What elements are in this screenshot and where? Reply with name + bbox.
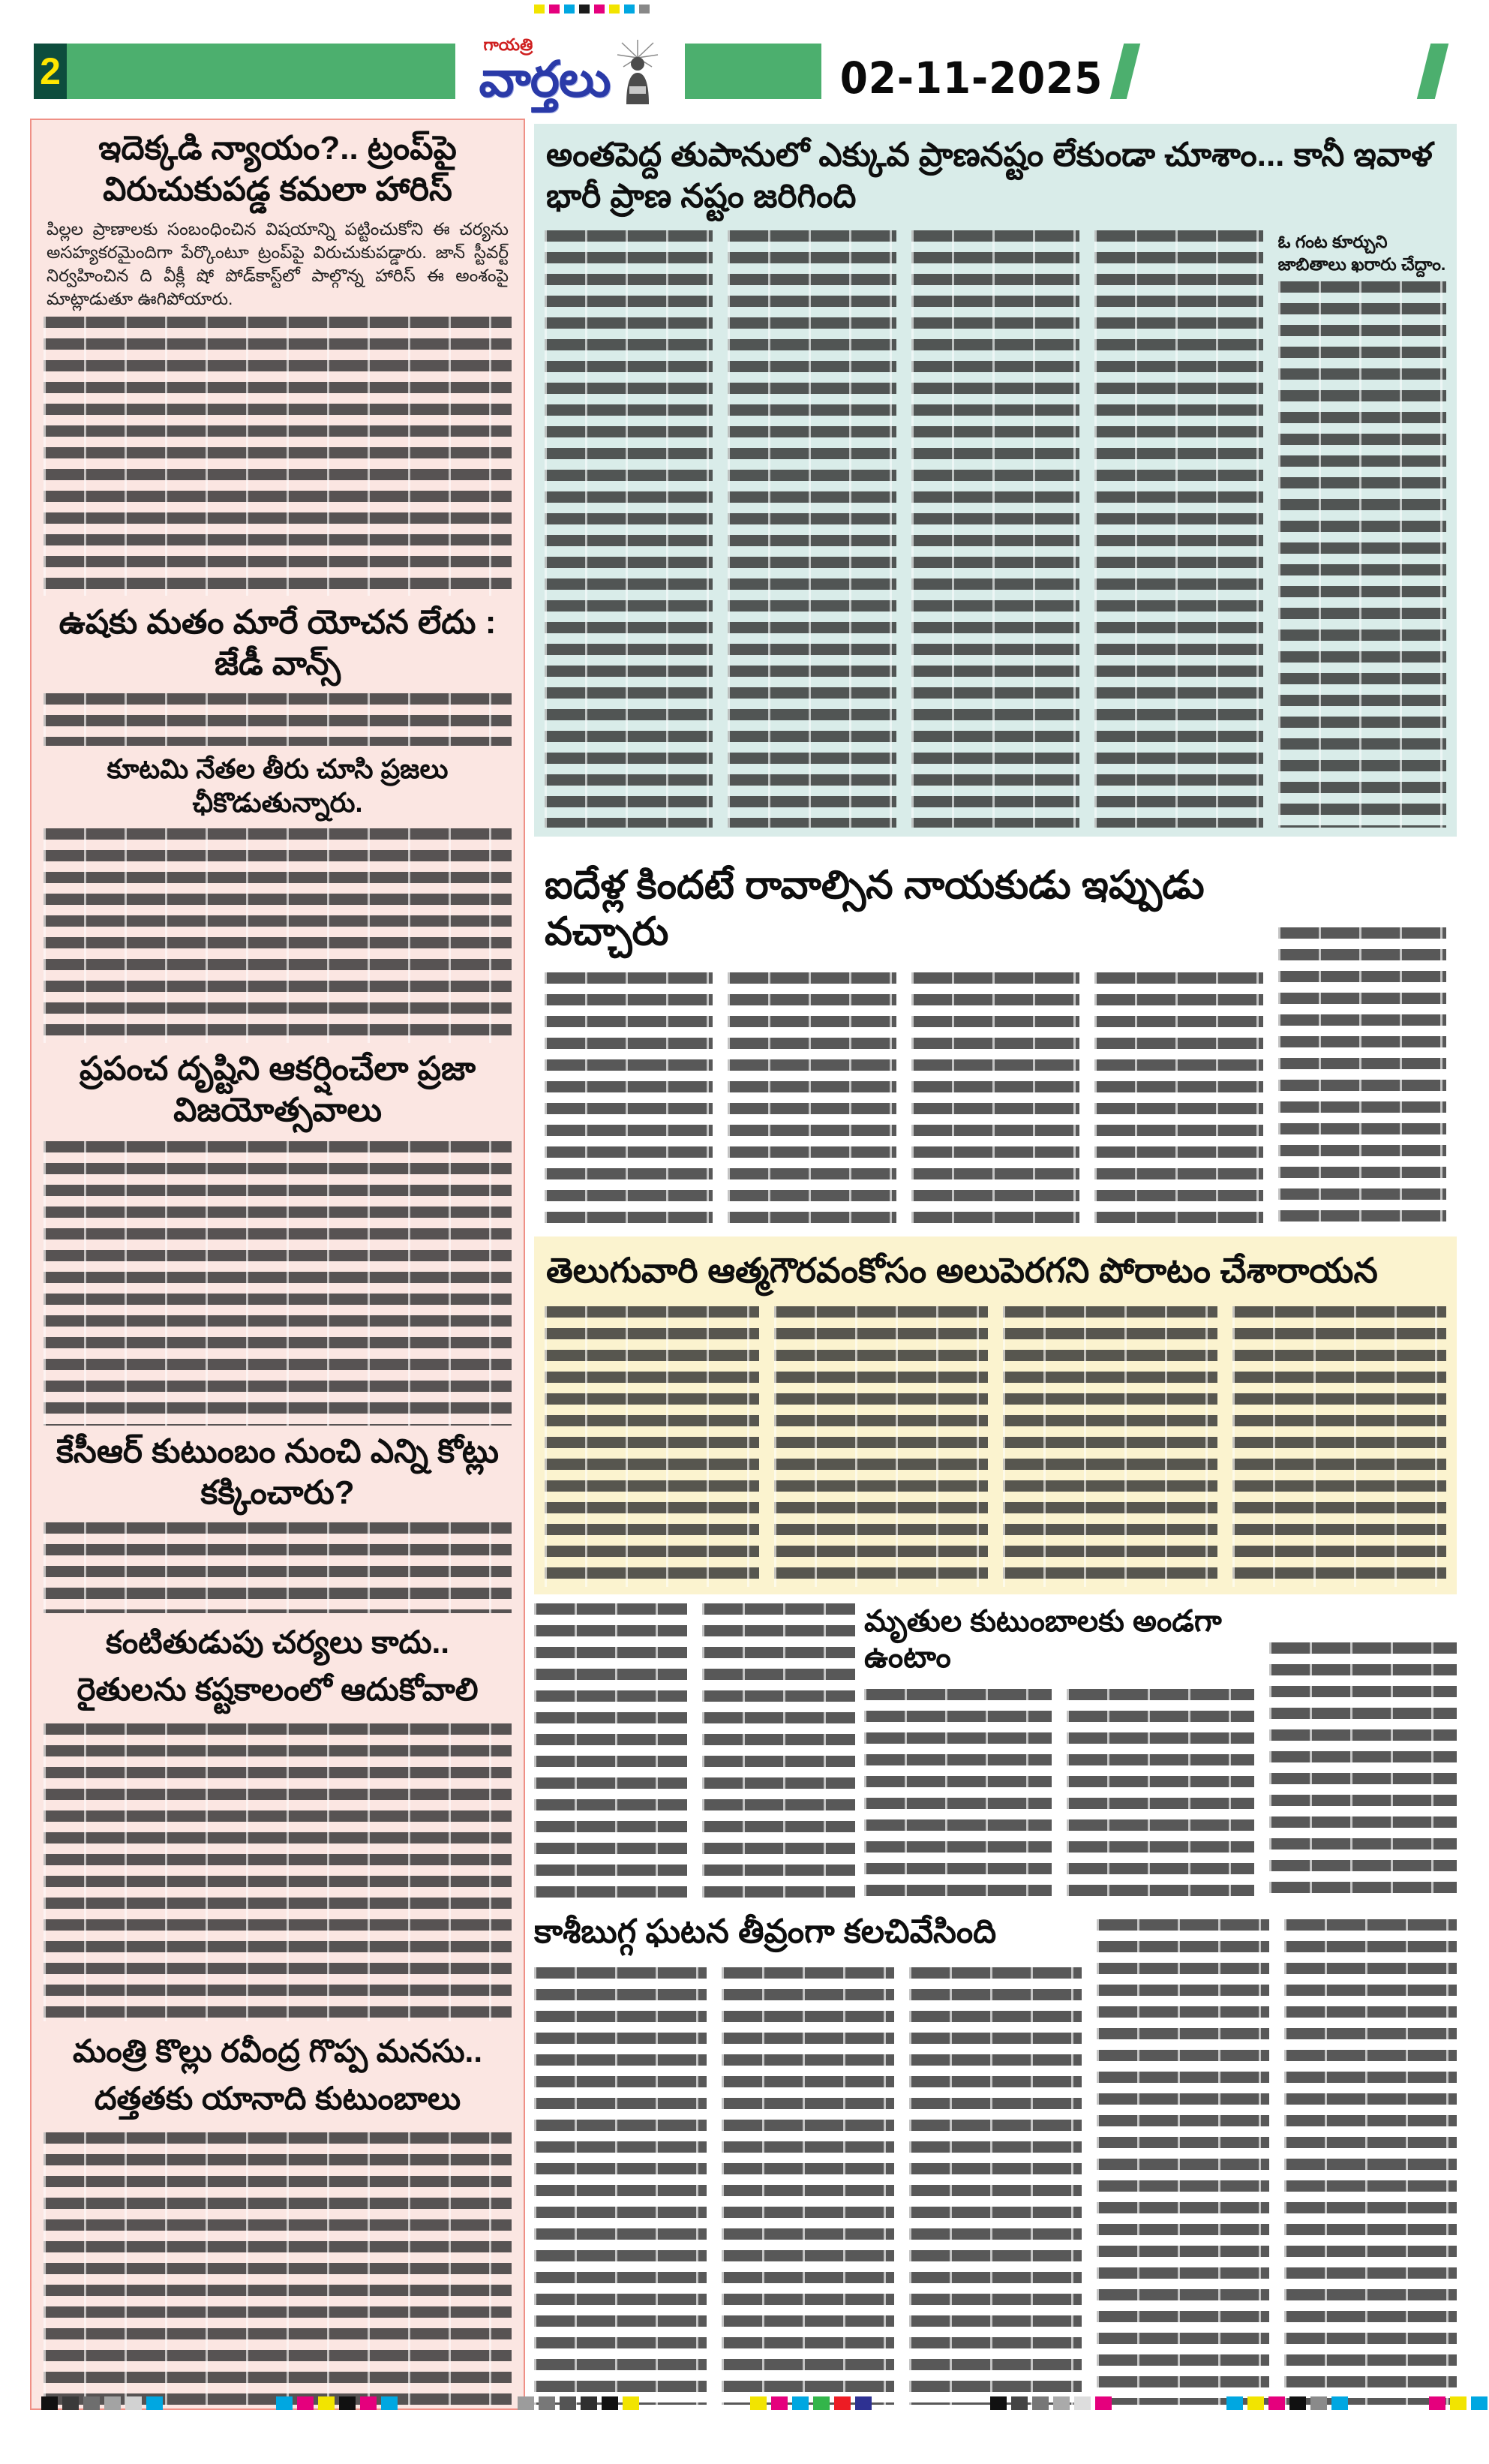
color-mark-black bbox=[1289, 2396, 1306, 2410]
color-mark-magenta bbox=[771, 2396, 788, 2410]
headline-line2: రైతులను కష్టకాలంలో ఆదుకోవాలి bbox=[77, 1672, 479, 1707]
left-column bbox=[30, 119, 525, 2410]
headline: తెలుగువారి ఆత్మగౌరవంకోసం అలుపెరగని పోరాటం చేశారాయన bbox=[546, 1251, 1378, 1290]
body-text-greeked bbox=[909, 1967, 1082, 2405]
text-column bbox=[722, 1967, 894, 2405]
color-mark-cyan bbox=[276, 2396, 293, 2410]
article-columns bbox=[864, 1689, 1457, 1902]
article-columns bbox=[534, 1603, 855, 1899]
color-mark-red bbox=[834, 2396, 851, 2410]
body-text-greeked bbox=[44, 1723, 512, 2021]
text-column bbox=[1284, 1967, 1457, 2405]
masthead-text bbox=[479, 37, 611, 105]
body-text-greeked bbox=[702, 1603, 855, 1899]
color-mark-gray bbox=[581, 2396, 597, 2410]
page-number: 2 bbox=[40, 50, 61, 92]
color-mark-gray bbox=[62, 2396, 79, 2410]
text-column bbox=[702, 1603, 855, 1899]
headline-line1: కంటితుడుపు చర్యలు కాదు.. bbox=[105, 1624, 450, 1660]
color-mark-group bbox=[750, 2396, 872, 2410]
headline-line1: మంత్రి కొల్లు రవీంద్ర గొప్ప మనసు.. bbox=[72, 2033, 482, 2069]
text-column bbox=[728, 230, 896, 828]
headline: ఉషకు మతం మారే యోచన లేదు : జేడీ వాన్స్ bbox=[59, 604, 497, 682]
text-column bbox=[1067, 1689, 1254, 1902]
registration-marks-top bbox=[534, 5, 650, 14]
article-storm bbox=[534, 124, 1457, 837]
color-mark-gray bbox=[1074, 2396, 1091, 2410]
color-mark-gray bbox=[125, 2396, 142, 2410]
color-mark-magenta bbox=[594, 5, 605, 14]
bold-subline: ఓ గంట కూర్చుని జాబితాలు ఖరారు చేద్దాం. bbox=[1277, 232, 1446, 274]
text-column bbox=[1003, 1306, 1217, 1587]
article-kootami-netalu bbox=[44, 752, 512, 1043]
text-column bbox=[1278, 972, 1446, 1226]
masthead bbox=[455, 26, 685, 117]
color-mark-group bbox=[41, 2396, 163, 2410]
color-mark-yellow bbox=[318, 2396, 335, 2410]
body-text-greeked bbox=[545, 230, 713, 828]
headline-line2: దత్తతకు యానాది కుటుంబాలు bbox=[94, 2081, 461, 2116]
body-text-greeked bbox=[1067, 1689, 1254, 1902]
article-rythulu bbox=[44, 1618, 512, 2021]
color-mark-magenta bbox=[297, 2396, 314, 2410]
article-continuation bbox=[534, 1600, 855, 1902]
page-number-box bbox=[34, 44, 67, 99]
header-band-wedge bbox=[1417, 44, 1448, 99]
text-column bbox=[1094, 230, 1262, 828]
headline bbox=[44, 2027, 512, 2122]
body-text-greeked bbox=[1094, 230, 1262, 828]
body-text-greeked bbox=[728, 972, 896, 1226]
article-kollu-ravindra bbox=[44, 2027, 512, 2406]
color-mark-magenta bbox=[1095, 2396, 1112, 2410]
color-mark-group bbox=[990, 2396, 1112, 2410]
body-text-greeked bbox=[44, 317, 512, 596]
text-column bbox=[1269, 1689, 1457, 1902]
color-mark-group bbox=[1226, 2396, 1348, 2410]
masthead-illustration-icon bbox=[614, 38, 661, 104]
header-band-sliver bbox=[1110, 44, 1140, 99]
article-vijayotsavalu bbox=[44, 1048, 512, 1426]
text-column bbox=[534, 1967, 707, 2405]
text-column bbox=[545, 230, 713, 828]
body-text-greeked bbox=[534, 1967, 707, 2405]
color-mark-green bbox=[813, 2396, 830, 2410]
text-column bbox=[1232, 1306, 1447, 1587]
color-mark-cyan bbox=[624, 5, 635, 14]
headline: అంతపెద్ద తుపానులో ఎక్కువ ప్రాణనష్టం లేకుండా చూశాం... కానీ ఇవాళ భారీ ప్రాణ నష్టం జరిగింది bbox=[546, 137, 1433, 215]
headline: కాశీబుగ్గ ఘటన తీవ్రంగా కలచివేసింది bbox=[534, 1913, 997, 1950]
body-text-greeked bbox=[44, 828, 512, 1043]
headline: ప్రపంచ దృష్టిని ఆకర్షించేలా ప్రజా విజయోత్సవాలు bbox=[79, 1050, 476, 1128]
color-mark-cyan bbox=[1226, 2396, 1243, 2410]
headline: కూటమి నేతల తీరు చూసి ప్రజలు ఛీకొడుతున్నారు. bbox=[107, 753, 449, 818]
lead-paragraph: పిల్లల ప్రాణాలకు సంబంధించిన విషయాన్ని పట్టించుకోని ఈ చర్యను అసహ్యకరమైందిగా పేర్కొంటూ ట్రంప్‌పై విరుచుకుపడ్డారు. జాన్ స్టీవర్ట్ నిర్వహించిన ది వీక్లీ షో పోడ్‌కాస్ట్‌లో పాల్గొన్న హారిస్ ఈ అంశంపై మాట్లాడుతూ ఊగిపోయారు. bbox=[47, 219, 509, 308]
color-mark-yellow bbox=[1450, 2396, 1466, 2410]
body-text-greeked bbox=[1232, 1306, 1447, 1587]
body-text-greeked bbox=[44, 2132, 512, 2406]
color-mark-yellow bbox=[750, 2396, 767, 2410]
color-mark-black bbox=[339, 2396, 356, 2410]
color-mark-yellow bbox=[534, 5, 545, 14]
text-column bbox=[1094, 972, 1262, 1226]
color-mark-yellow bbox=[609, 5, 620, 14]
body-text-greeked bbox=[774, 1306, 989, 1587]
text-column bbox=[545, 1306, 759, 1587]
article-families-support bbox=[864, 1600, 1457, 1902]
article-telugu-pride bbox=[534, 1237, 1457, 1594]
text-column bbox=[774, 1306, 989, 1587]
body-text-greeked bbox=[44, 1141, 512, 1426]
text-column bbox=[909, 1967, 1082, 2405]
color-mark-gray bbox=[1310, 2396, 1327, 2410]
color-mark-blue bbox=[855, 2396, 872, 2410]
color-mark-gray bbox=[1032, 2396, 1049, 2410]
color-mark-group bbox=[518, 2396, 639, 2410]
body-text-greeked bbox=[728, 230, 896, 828]
body-text-greeked bbox=[1278, 281, 1446, 828]
article-leader bbox=[534, 844, 1457, 1230]
article-columns bbox=[545, 1306, 1446, 1587]
headline: ఐదేళ్ల కిందటే రావాల్సిన నాయకుడు ఇప్పుడు వచ్చారు bbox=[545, 864, 1205, 954]
color-mark-cyan bbox=[792, 2396, 809, 2410]
body-text-greeked bbox=[545, 972, 713, 1226]
body-text-greeked bbox=[1278, 927, 1446, 1226]
article-columns bbox=[545, 972, 1446, 1226]
body-text-greeked bbox=[1097, 1919, 1269, 2405]
color-mark-cyan bbox=[381, 2396, 398, 2410]
color-mark-black bbox=[602, 2396, 618, 2410]
article-kcr-kutumbam bbox=[44, 1431, 512, 1613]
edition-date: 02-11-2025 bbox=[839, 53, 1103, 104]
color-mark-gray bbox=[539, 2396, 555, 2410]
text-column bbox=[1097, 1967, 1269, 2405]
color-mark-group bbox=[276, 2396, 398, 2410]
body-text-greeked bbox=[1284, 1919, 1457, 2405]
body-text-greeked bbox=[911, 972, 1079, 1226]
color-mark-magenta bbox=[360, 2396, 377, 2410]
color-mark-black bbox=[990, 2396, 1007, 2410]
body-text-greeked bbox=[722, 1967, 894, 2405]
color-mark-gray bbox=[83, 2396, 100, 2410]
header-band bbox=[66, 44, 455, 99]
body-text-greeked bbox=[911, 230, 1079, 828]
body-text-greeked bbox=[864, 1689, 1052, 1902]
text-column bbox=[545, 972, 713, 1226]
body-text-greeked bbox=[1269, 1642, 1457, 1902]
masthead-title: వార్తలు bbox=[479, 51, 611, 107]
color-mark-gray bbox=[639, 5, 650, 14]
color-mark-magenta bbox=[1429, 2396, 1445, 2410]
color-mark-black bbox=[579, 5, 590, 14]
color-mark-group bbox=[1429, 2396, 1487, 2410]
article-columns bbox=[545, 230, 1446, 828]
text-column bbox=[911, 230, 1079, 828]
headline: ఇదెక్కడి న్యాయం?.. ట్రంప్‌పై విరుచుకుపడ్డ కమలా హారిస్ bbox=[98, 130, 457, 208]
color-mark-gray bbox=[104, 2396, 121, 2410]
article-columns bbox=[534, 1967, 1457, 2405]
text-column bbox=[728, 972, 896, 1226]
body-text-greeked bbox=[1003, 1306, 1217, 1587]
headline: కేసీఆర్ కుటుంబం నుంచి ఎన్ని కోట్లు కక్కించారు? bbox=[56, 1433, 500, 1511]
color-mark-yellow bbox=[623, 2396, 639, 2410]
article-jd-vance bbox=[44, 602, 512, 746]
color-mark-black bbox=[41, 2396, 58, 2410]
color-mark-gray bbox=[1011, 2396, 1028, 2410]
text-column bbox=[864, 1689, 1052, 1902]
color-mark-yellow bbox=[1247, 2396, 1264, 2410]
body-text-greeked bbox=[534, 1603, 687, 1899]
color-mark-cyan bbox=[1331, 2396, 1348, 2410]
color-mark-gray bbox=[518, 2396, 534, 2410]
body-text-greeked bbox=[44, 693, 512, 746]
header-band bbox=[685, 44, 821, 99]
text-column bbox=[534, 1603, 687, 1899]
text-column bbox=[911, 972, 1079, 1226]
color-mark-cyan bbox=[564, 5, 575, 14]
color-mark-cyan bbox=[146, 2396, 163, 2410]
color-mark-cyan bbox=[1471, 2396, 1487, 2410]
text-column bbox=[1278, 230, 1446, 828]
body-text-greeked bbox=[545, 1306, 759, 1587]
article-kasibugga bbox=[534, 1910, 1457, 2405]
color-mark-magenta bbox=[1268, 2396, 1285, 2410]
article-kamala-harris bbox=[44, 128, 512, 596]
body-text-greeked bbox=[44, 1522, 512, 1613]
headline bbox=[44, 1618, 512, 1713]
color-mark-gray bbox=[1053, 2396, 1070, 2410]
color-mark-gray bbox=[560, 2396, 576, 2410]
headline: మృతుల కుటుంబాలకు అండగా ఉంటాం bbox=[864, 1605, 1222, 1674]
masthead-tagline: గాయత్రి bbox=[483, 35, 533, 55]
color-mark-magenta bbox=[549, 5, 560, 14]
body-text-greeked bbox=[1094, 972, 1262, 1226]
